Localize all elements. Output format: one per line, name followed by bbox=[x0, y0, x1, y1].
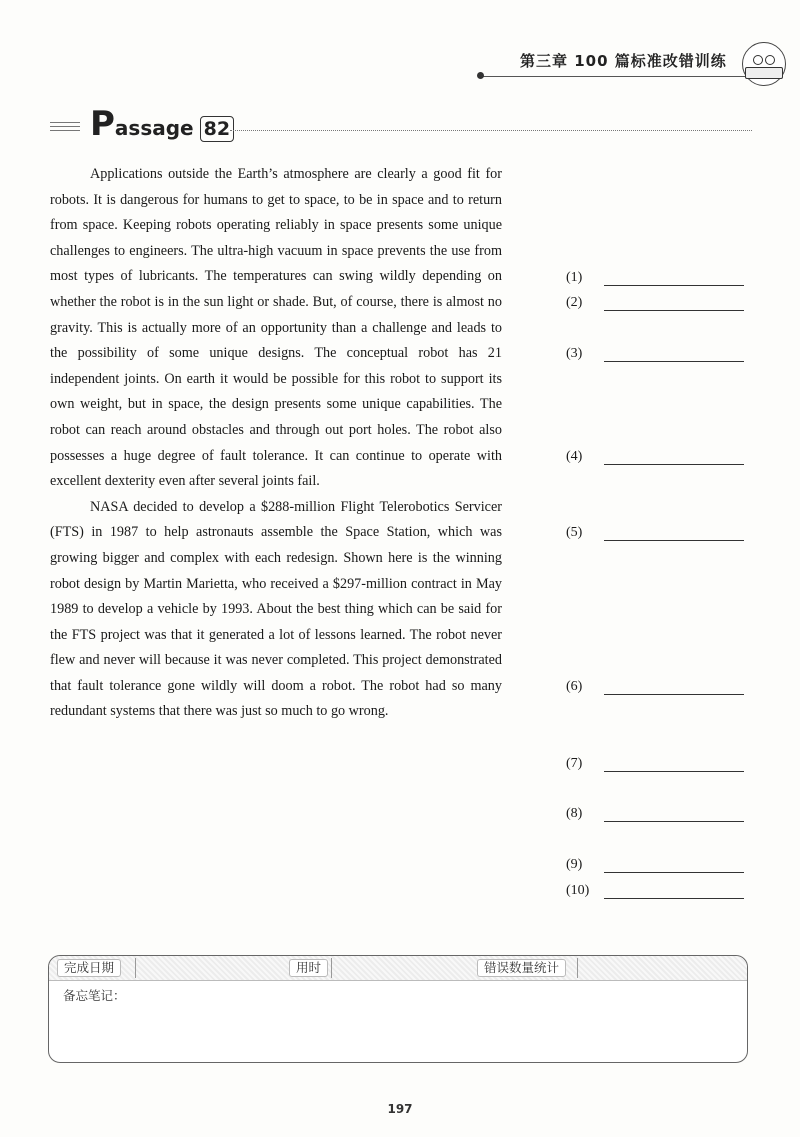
answer-line bbox=[604, 310, 744, 311]
answer-blank-6[interactable] bbox=[566, 679, 600, 699]
answer-blank-4[interactable] bbox=[566, 449, 600, 469]
mascot-banner-icon bbox=[745, 67, 783, 79]
study-record-bar bbox=[49, 956, 747, 981]
answer-blank-2[interactable] bbox=[566, 295, 600, 315]
chapter-header bbox=[480, 42, 800, 92]
answer-blank-3[interactable] bbox=[566, 346, 600, 366]
study-record-box bbox=[48, 955, 748, 1063]
mascot-icon bbox=[742, 42, 786, 86]
mascot-right-eye-icon bbox=[765, 55, 775, 65]
answer-line bbox=[604, 464, 744, 465]
passage-title-first-letter: P bbox=[90, 104, 115, 144]
passage-number: 82 bbox=[200, 116, 234, 142]
answer-number: (2) bbox=[566, 295, 583, 310]
answer-blank-8[interactable] bbox=[566, 806, 600, 826]
passage-body bbox=[50, 162, 502, 725]
page-number: 197 bbox=[387, 1102, 413, 1116]
time-used-label: 用时 bbox=[289, 959, 328, 977]
divider bbox=[331, 958, 332, 978]
answer-line bbox=[604, 771, 744, 772]
mascot-left-eye-icon bbox=[753, 55, 763, 65]
answer-number: (1) bbox=[566, 270, 583, 285]
passage-header-lines bbox=[50, 122, 80, 134]
answer-number: (3) bbox=[566, 346, 583, 361]
answer-number: (8) bbox=[566, 806, 583, 821]
answer-number: (9) bbox=[566, 857, 583, 872]
divider bbox=[577, 958, 578, 978]
answer-line bbox=[604, 694, 744, 695]
error-count-label: 错误数量统计 bbox=[477, 959, 566, 977]
passage-title bbox=[90, 104, 234, 144]
passage-header-rule bbox=[230, 130, 752, 131]
answer-blank-5[interactable] bbox=[566, 525, 600, 545]
answer-line bbox=[604, 821, 744, 822]
answer-blank-7[interactable] bbox=[566, 756, 600, 776]
answer-line bbox=[604, 898, 744, 899]
notes-label: 备忘笔记： bbox=[63, 988, 126, 1003]
answer-blank-9[interactable] bbox=[566, 857, 600, 877]
answer-number: (7) bbox=[566, 756, 583, 771]
answer-line bbox=[604, 540, 744, 541]
answer-line bbox=[604, 285, 744, 286]
answer-blank-1[interactable] bbox=[566, 270, 600, 290]
passage-header bbox=[50, 104, 752, 144]
passage-paragraph-1: Applications outside the Earth’s atmosphere are clearly a good fit for robots. It is dangerous for humans to get to space, to be in space and to return from space. Keeping robots operating reliably in space presents some unique challenges to engineers. The ultra-high vacuum in space prevents the use from most types of lubricants. The temperatures can swing wildly depending on whether the robot is in the sun light or shade. But, of course, there is almost no gravity. This is actually more of an opportunity than a challenge and leads to the possibility of some unique designs. The conceptual robot has 21 independent joints. On earth it would be possible for this robot to support its own weight, but in space, the design presents some unique capabilities. The robot can reach around obstacles and through out port holes. The robot also possesses a huge degree of fault tolerance. It can continue to operate with excellent dexterity even after several joints fail. bbox=[50, 166, 502, 490]
chapter-title: 第三章 100 篇标准改错训练 bbox=[520, 52, 727, 70]
chapter-rule bbox=[480, 76, 752, 77]
passage-title-rest: assage bbox=[114, 116, 194, 140]
answer-number: (10) bbox=[566, 883, 590, 898]
chapter-dot bbox=[477, 72, 484, 79]
answer-blank-10[interactable] bbox=[566, 883, 600, 903]
passage-paragraph-2: NASA decided to develop a $288-million Flight Telerobotics Servicer (FTS) in 1987 to help astronauts assemble the Space Station, which was growing bigger and complex with each redesign. Shown here is the winning robot design by Martin Marietta, who received a $297-million contract in May 1989 to develop a vehicle by 1993. About the best thing which can be said for the FTS project was that it generated a lot of lessons learned. The robot never flew and never will because it was never completed. This project demonstrated that fault tolerance gone wildly will doom a robot. The robot had so many redundant systems that there was just so much to go wrong. bbox=[50, 498, 502, 720]
divider bbox=[135, 958, 136, 978]
answer-number: (6) bbox=[566, 679, 583, 694]
answer-line bbox=[604, 361, 744, 362]
completion-date-label: 完成日期 bbox=[57, 959, 121, 977]
answer-line bbox=[604, 872, 744, 873]
answer-number: (4) bbox=[566, 449, 583, 464]
answer-number: (5) bbox=[566, 525, 583, 540]
